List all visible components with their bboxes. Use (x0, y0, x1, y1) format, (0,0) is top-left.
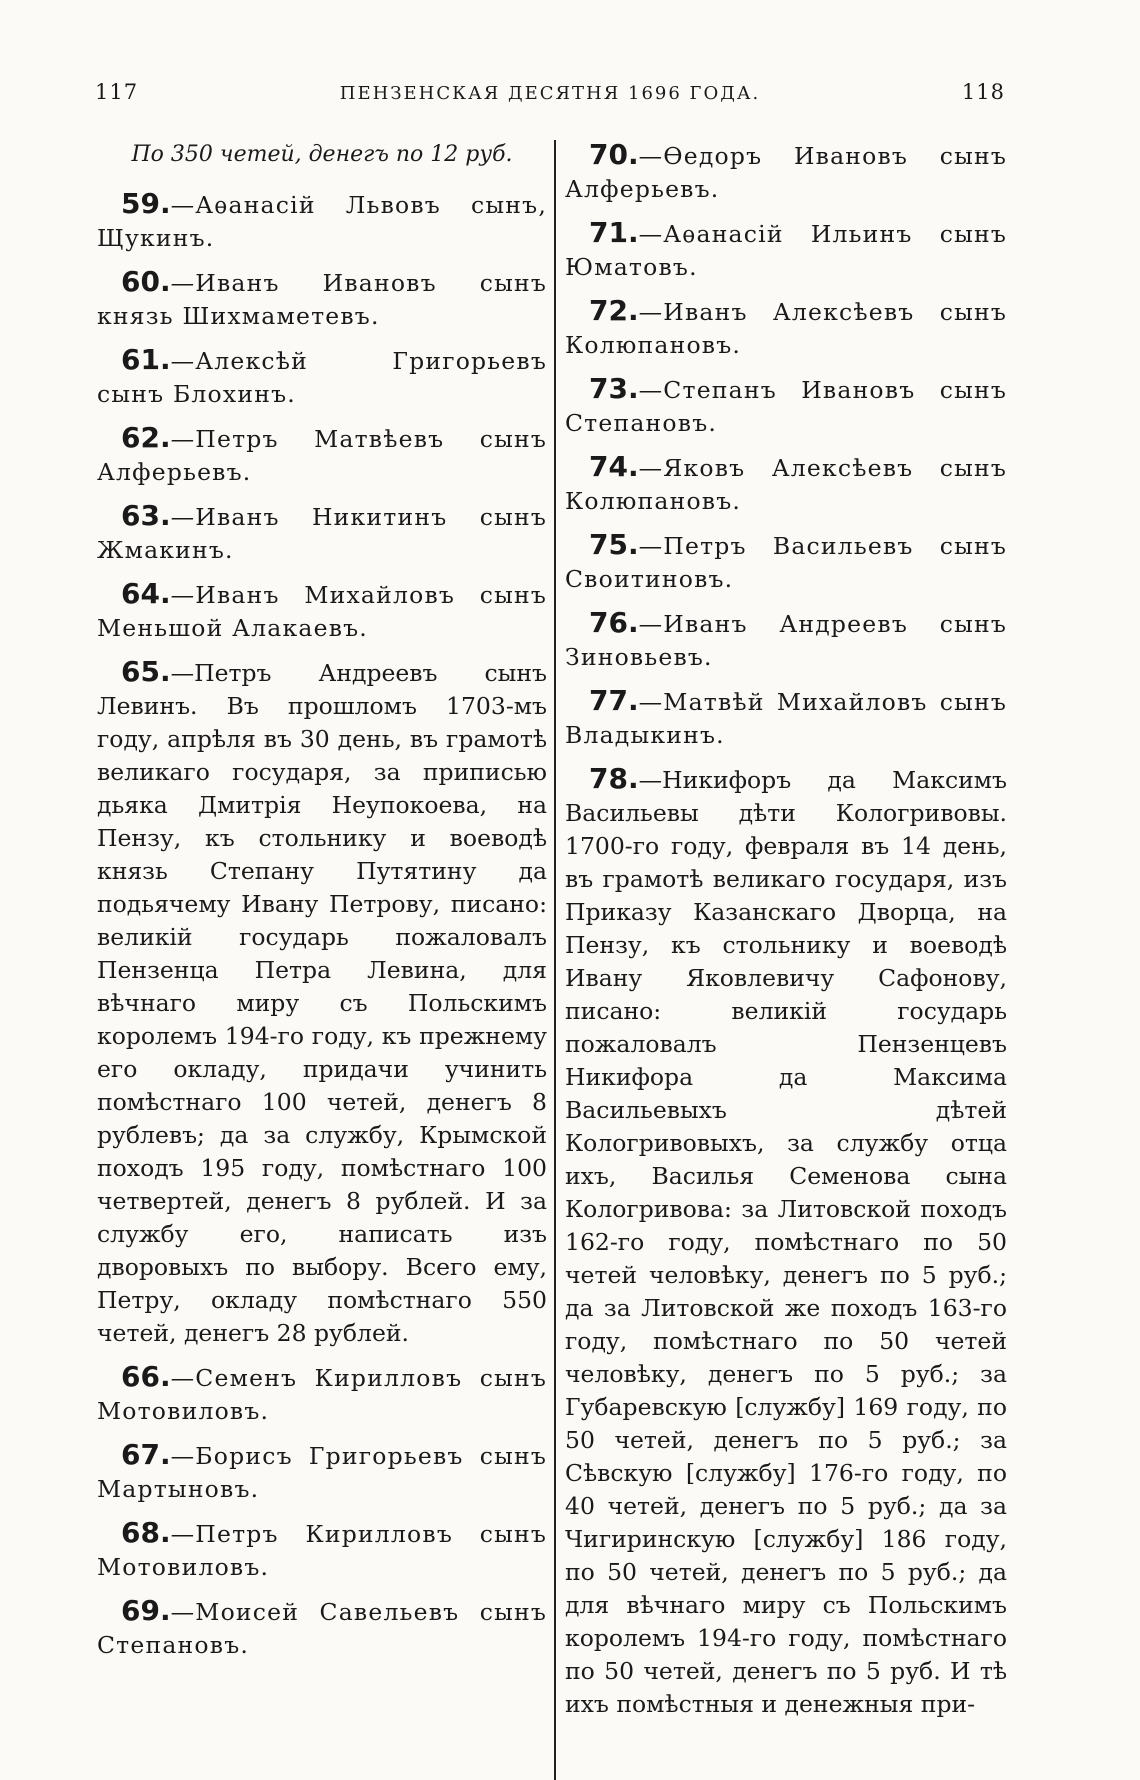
page-number-left: 117 (95, 80, 139, 104)
entry-text: —Аѳанасій Ильинъ сынъ Юматовъ. (565, 220, 1007, 281)
entry-number: 69. (121, 1594, 171, 1627)
left-column (97, 138, 547, 1672)
entry-text: —Петръ Матвѣевъ сынъ Алферьевъ. (97, 425, 547, 486)
entry-number: 64. (121, 577, 171, 610)
entry-78 (565, 762, 1007, 1721)
entry-69 (97, 1594, 547, 1662)
entry-65 (97, 655, 547, 1350)
entry-number: 77. (589, 684, 639, 717)
entry-70 (565, 138, 1007, 206)
entry-text: —Иванъ Михайловъ сынъ Меньшой Алакаевъ. (97, 581, 547, 642)
entry-71 (565, 216, 1007, 284)
entry-number: 73. (589, 372, 639, 405)
right-column (565, 138, 1007, 1731)
entry-text: —Иванъ Андреевъ сынъ Зиновьевъ. (565, 610, 1007, 671)
entry-number: 66. (121, 1360, 171, 1393)
entry-text: —Петръ Кирилловъ сынъ Мотовиловъ. (97, 1520, 547, 1581)
entry-number: 70. (589, 138, 639, 171)
entry-number: 68. (121, 1516, 171, 1549)
entry-text: —Петръ Андреевъ сынъ Левинъ. Въ прошломъ 1703-мъ году, апрѣля въ 30 день, въ грамотѣ великаго государя, за приписью дьяка Дмитрія Неупокоева, на Пензу, къ стольнику и воеводѣ князь Степану Путятину да подьячему Ивану Петрову, писано: великій государь пожаловалъ Пензенца Петра Левина, для вѣчнаго миру съ Польскимъ королемъ 194-го году, къ прежнему его окладу, придачи учинить помѣстнаго 100 четей, денегъ 8 рублевъ; да за службу, Крымской походъ 195 году, помѣстнаго 100 четвертей, денегъ 8 рублей. И за службу его, написать изъ дворовыхъ по выбору. Всего ему, Петру, окладу помѣстнаго 550 четей, денегъ 28 рублей. (97, 659, 547, 1347)
entry-text: —Петръ Васильевъ сынъ Своитиновъ. (565, 532, 1007, 593)
column-divider (554, 140, 556, 1780)
entry-63 (97, 499, 547, 567)
entry-text: —Борисъ Григорьевъ сынъ Мартыновъ. (97, 1442, 547, 1503)
entry-73 (565, 372, 1007, 440)
entry-number: 59. (121, 187, 171, 220)
entry-68 (97, 1516, 547, 1584)
entry-text: —Ѳедоръ Ивановъ сынъ Алферьевъ. (565, 142, 1007, 203)
entry-59 (97, 187, 547, 255)
entry-61 (97, 343, 547, 411)
entry-text: —Иванъ Алексѣевъ сынъ Колюпановъ. (565, 298, 1007, 359)
entry-number: 76. (589, 606, 639, 639)
entry-number: 60. (121, 265, 171, 298)
entry-77 (565, 684, 1007, 752)
entry-text: —Аѳанасій Львовъ сынъ, Щукинъ. (97, 191, 547, 252)
entry-62 (97, 421, 547, 489)
entry-number: 78. (589, 762, 639, 795)
entry-60 (97, 265, 547, 333)
entry-75 (565, 528, 1007, 596)
section-subtitle: По 350 четей, денегъ по 12 руб. (131, 142, 513, 167)
entry-number: 72. (589, 294, 639, 327)
entry-number: 62. (121, 421, 171, 454)
entry-text: —Степанъ Ивановъ сынъ Степановъ. (565, 376, 1007, 437)
running-header (95, 80, 1005, 120)
entry-66 (97, 1360, 547, 1428)
entry-74 (565, 450, 1007, 518)
entry-text: —Никифоръ да Максимъ Васильевы дѣти Кологривовы. 1700-го году, февраля въ 14 день, въ грамотѣ великаго государя, изъ Приказу Казанскаго Дворца, на Пензу, къ стольнику и воеводѣ Ивану Яковлевичу Сафонову, писано: великій государь пожаловалъ Пензенцевъ Никифора да Максима Васильевыхъ дѣтей Кологривовыхъ, за службу отца ихъ, Василья Семенова сына Кологривова: за Литовской походъ 162-го году, помѣстнаго по 50 четей человѣку, денегъ по 5 руб.; да за Литовской же походъ 163-го году, помѣстнаго по 50 четей человѣку, денегъ по 5 руб.; за Губаревскую [службу] 169 году, по 50 четей, денегъ по 5 руб.; за Сѣвскую [службу] 176-го году, по 40 четей, денегъ по 5 руб.; да за Чигиринскую [службу] 186 году, по 50 четей, денегъ по 5 руб.; да для вѣчнаго миру съ Польскимъ королемъ 194-го году, помѣстнаго по 50 четей, денегъ по 5 руб. И тѣ ихъ помѣстныя и денежныя при- (565, 766, 1007, 1718)
entry-number: 61. (121, 343, 171, 376)
entry-number: 71. (589, 216, 639, 249)
entry-text: —Матвѣй Михайловъ сынъ Владыкинъ. (565, 688, 1007, 749)
entry-64 (97, 577, 547, 645)
entry-number: 63. (121, 499, 171, 532)
entry-text: —Яковъ Алексѣевъ сынъ Колюпановъ. (565, 454, 1007, 515)
entry-text: —Алексѣй Григорьевъ сынъ Блохинъ. (97, 347, 547, 408)
entry-text: —Семенъ Кирилловъ сынъ Мотовиловъ. (97, 1364, 547, 1425)
entry-number: 67. (121, 1438, 171, 1471)
entry-number: 65. (121, 655, 171, 688)
entry-76 (565, 606, 1007, 674)
entry-number: 75. (589, 528, 639, 561)
entry-text: —Иванъ Никитинъ сынъ Жмакинъ. (97, 503, 547, 564)
running-title: ПЕНЗЕНСКАЯ ДЕСЯТНЯ 1696 ГОДА. (339, 83, 761, 104)
entry-text: —Иванъ Ивановъ сынъ князь Шихмаметевъ. (97, 269, 547, 330)
page-number-right: 118 (961, 80, 1005, 104)
entry-72 (565, 294, 1007, 362)
entry-number: 74. (589, 450, 639, 483)
entry-67 (97, 1438, 547, 1506)
entry-text: —Моисей Савельевъ сынъ Степановъ. (97, 1598, 547, 1659)
